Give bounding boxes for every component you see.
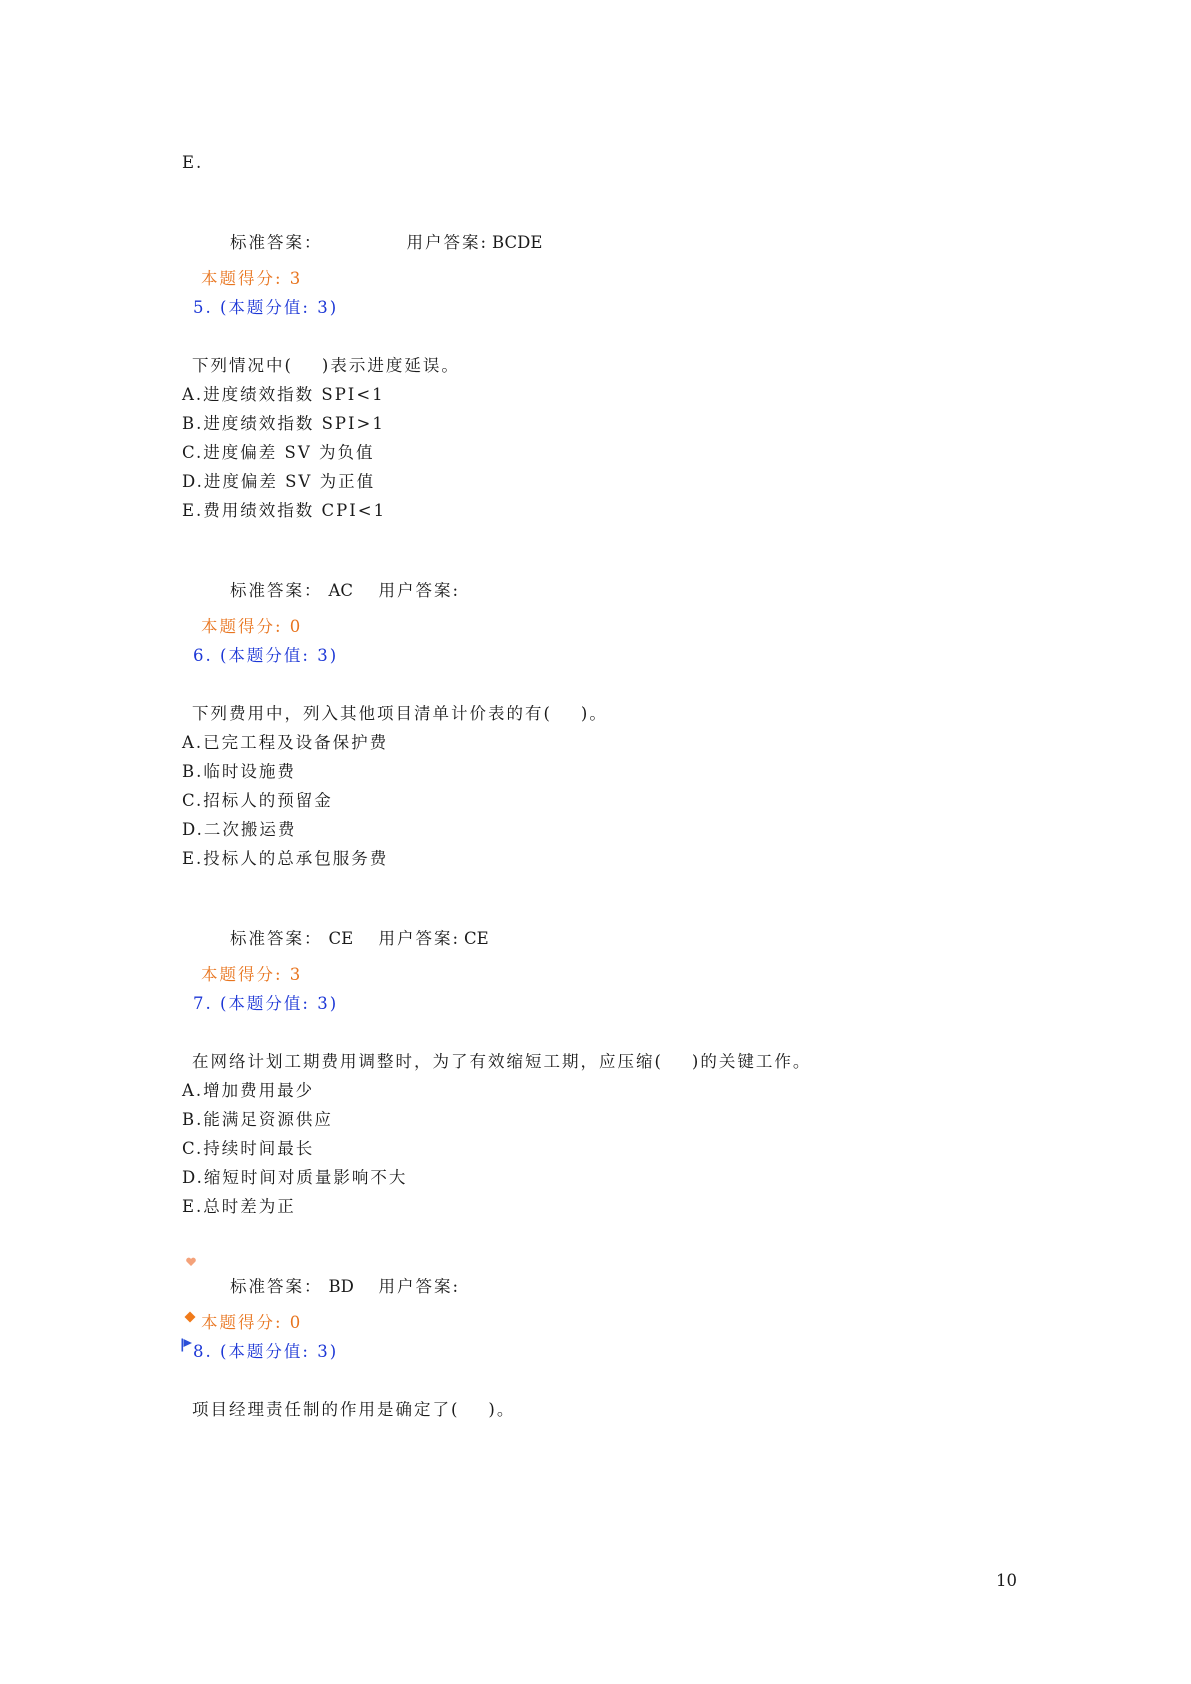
q8-header: 8. (本题分值: 3)	[193, 1342, 339, 1361]
q5-question: 下列情况中( )表示进度延误。	[192, 356, 460, 375]
q7-answer-row	[201, 1254, 464, 1320]
user-answer-label: 用户答案:	[378, 929, 461, 948]
q6-answer-row	[201, 906, 489, 972]
q6-option-c: C.招标人的预留金	[182, 791, 333, 810]
q7-option-a: A.增加费用最少	[182, 1081, 315, 1100]
standard-answer-value: BD	[328, 1277, 354, 1296]
page-number: 10	[996, 1571, 1017, 1590]
diamond-marker-icon	[184, 1311, 196, 1323]
q7-header: 7. (本题分值: 3)	[193, 994, 339, 1013]
q5-option-a: A.进度绩效指数 SPI<1	[182, 385, 385, 404]
q5-option-c: C.进度偏差 SV 为负值	[182, 443, 375, 462]
flag-marker-icon	[181, 1338, 193, 1352]
q6-header: 6. (本题分值: 3)	[193, 646, 339, 665]
prev-option-e: E.	[182, 153, 204, 172]
user-answer-label: 用户答案:	[378, 1277, 461, 1296]
q7-score: 本题得分: 0	[201, 1313, 303, 1332]
user-answer-value: BCDE	[492, 233, 543, 252]
q6-score: 本题得分: 3	[201, 965, 303, 984]
q7-option-e: E.总时差为正	[182, 1197, 296, 1216]
standard-answer-value: AC	[328, 581, 354, 600]
q7-option-d: D.缩短时间对质量影响不大	[182, 1168, 408, 1187]
q5-option-b: B.进度绩效指数 SPI>1	[182, 414, 385, 433]
q5-header: 5. (本题分值: 3)	[193, 298, 339, 317]
user-answer-label: 用户答案:	[378, 581, 461, 600]
q8-question: 项目经理责任制的作用是确定了( )。	[192, 1400, 516, 1419]
q6-question: 下列费用中，列入其他项目清单计价表的有( )。	[192, 704, 608, 723]
user-answer-value: CE	[464, 929, 489, 948]
standard-answer-label: 标准答案：	[229, 581, 323, 600]
standard-answer-label: 标准答案：	[229, 233, 323, 252]
q6-option-d: D.二次搬运费	[182, 820, 297, 839]
q7-option-b: B.能满足资源供应	[182, 1110, 333, 1129]
q5-option-e: E.费用绩效指数 CPI<1	[182, 501, 387, 520]
q7-question: 在网络计划工期费用调整时，为了有效缩短工期，应压缩( )的关键工作。	[192, 1052, 812, 1071]
heart-marker-icon	[185, 1256, 197, 1268]
user-answer-label: 用户答案:	[406, 233, 489, 252]
q5-option-d: D.进度偏差 SV 为正值	[182, 472, 376, 491]
standard-answer-value: CE	[328, 929, 354, 948]
standard-answer-label: 标准答案：	[229, 929, 323, 948]
q5-score: 本题得分: 0	[201, 617, 303, 636]
q4-answer-row	[201, 210, 542, 276]
q6-option-e: E.投标人的总承包服务费	[182, 849, 389, 868]
q5-answer-row	[201, 558, 464, 624]
standard-answer-label: 标准答案：	[229, 1277, 323, 1296]
q7-option-c: C.持续时间最长	[182, 1139, 315, 1158]
q4-score: 本题得分: 3	[201, 269, 303, 288]
q6-option-a: A.已完工程及设备保护费	[182, 733, 389, 752]
q6-option-b: B.临时设施费	[182, 762, 296, 781]
